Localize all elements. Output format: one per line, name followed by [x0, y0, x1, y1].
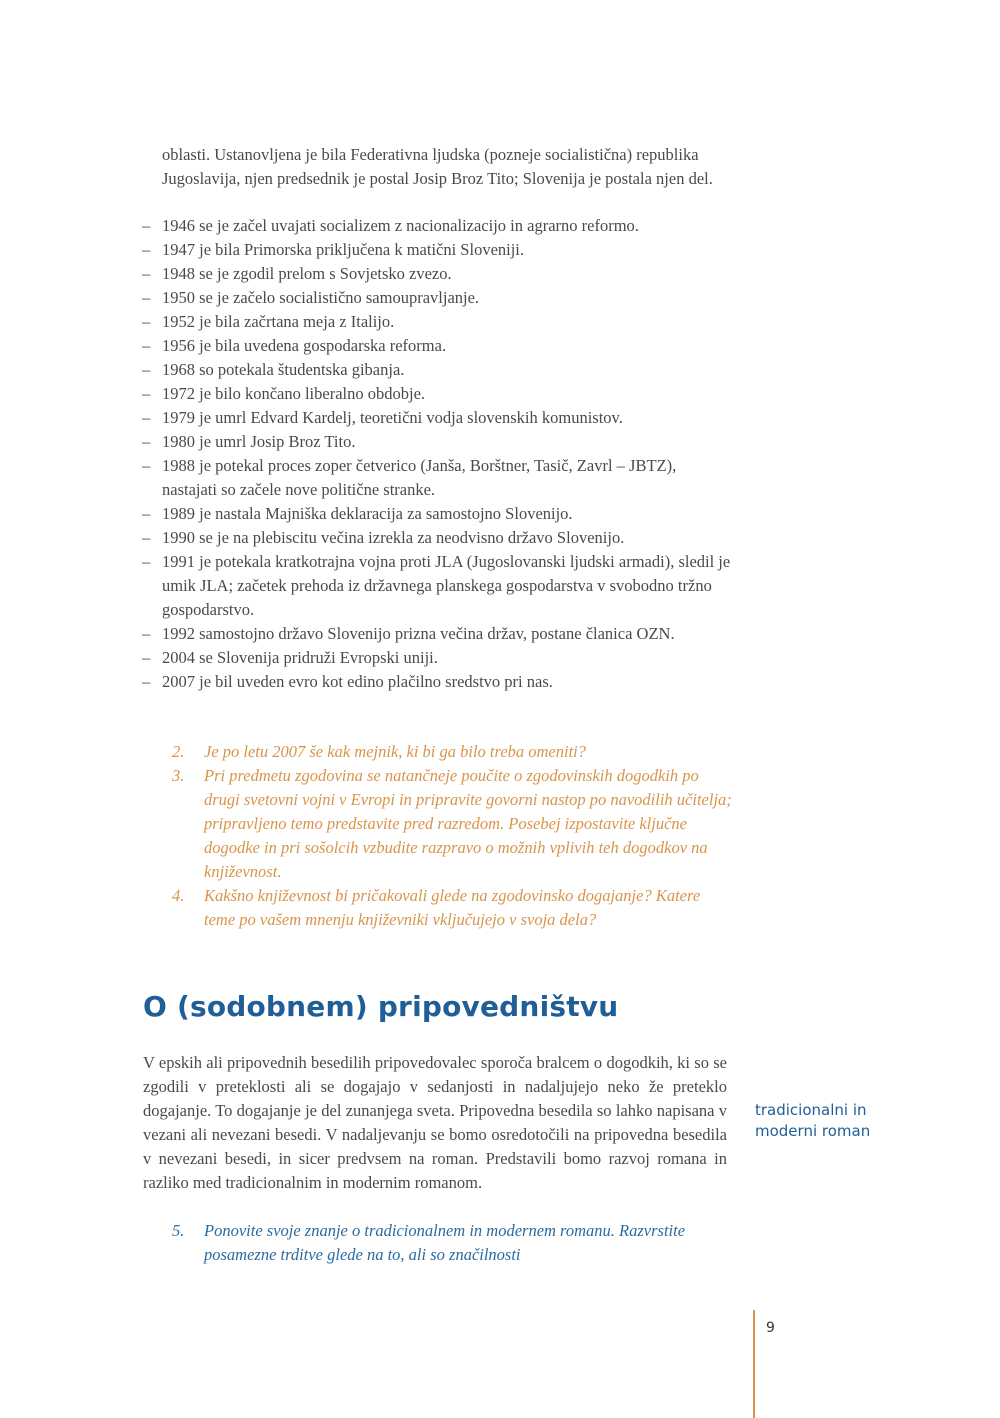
timeline-item-text: 1956 je bila uvedena gospodarska reforma. — [162, 336, 447, 355]
timeline-item-text: 1991 je potekala kratkotrajna vojna proti JLA (Jugoslovanski ljudski armadi), sledil je umik JLA; začetek prehoda iz državnega planskega gospodarstva v svobodno tržno gospodarstvo. — [162, 552, 731, 619]
timeline-item — [142, 670, 732, 694]
timeline-item — [142, 310, 732, 334]
timeline-item — [142, 214, 732, 238]
timeline-item — [142, 550, 732, 622]
margin-note-line: tradicionalni in — [755, 1101, 867, 1119]
dash-bullet: – — [142, 336, 151, 355]
dash-bullet: – — [142, 648, 151, 667]
timeline-item — [142, 238, 732, 262]
dash-bullet: – — [142, 624, 151, 643]
exercise-question — [172, 884, 732, 932]
timeline-item — [142, 430, 732, 454]
timeline-item-text: 1989 je nastala Majniška deklaracija za samostojno Slovenijo. — [162, 504, 573, 523]
timeline-item-text: 1947 je bila Primorska priključena k matični Sloveniji. — [162, 240, 525, 259]
dash-bullet: – — [142, 552, 151, 571]
timeline-item-text: 2004 se Slovenija pridruži Evropski uniji. — [162, 648, 438, 667]
question-number: 4. — [172, 886, 185, 905]
timeline-item — [142, 526, 732, 550]
timeline-item-text: 1988 je potekal proces zoper četverico (Janša, Borštner, Tasič, Zavrl – JBTZ), nastajati so začele nove politične stranke. — [162, 456, 677, 499]
timeline-item — [142, 358, 732, 382]
timeline-item-text: 1946 se je začel uvajati socializem z nacionalizacijo in agrarno reformo. — [162, 216, 639, 235]
timeline-item-text: 1950 se je začelo socialistično samoupravljanje. — [162, 288, 480, 307]
question-text: Je po letu 2007 še kak mejnik, ki bi ga bilo treba omeniti? — [204, 742, 587, 761]
margin-note — [755, 1100, 905, 1142]
timeline-item — [142, 622, 732, 646]
exercise-question — [172, 1219, 732, 1267]
timeline-item — [142, 454, 732, 502]
timeline-item — [142, 334, 732, 358]
section-paragraph: V epskih ali pripovednih besedilih pripovedovalec sporoča bralcem o dogodkih, ki so se zgodili v preteklosti ali se dogajajo v sedanjosti in nadaljujejo neko že preteklo dogajanje. To dogajanje je del zunanjega sveta. Pripovedna besedila so lahko napisana v vezani ali nevezani besedi. V nadaljevanju se bomo osredotočili na pripovedna besedila v nevezani besedi, in sicer predvsem na roman. Predstavili bomo razvoj romana in razliko med tradicionalnim in modernim romanom. — [143, 1053, 727, 1192]
timeline-item-text: 1972 je bilo končano liberalno obdobje. — [162, 384, 426, 403]
dash-bullet: – — [142, 456, 151, 475]
timeline-item — [142, 406, 732, 430]
question-text: Ponovite svoje znanje o tradicionalnem in modernem romanu. Razvrstite posamezne trditve glede na to, ali so značilnosti — [204, 1221, 686, 1264]
timeline-item-text: 1968 so potekala študentska gibanja. — [162, 360, 405, 379]
question-number: 5. — [172, 1221, 185, 1240]
timeline-item-text: 1948 se je zgodil prelom s Sovjetsko zvezo. — [162, 264, 452, 283]
continuation-paragraph: oblasti. Ustanovljena je bila Federativna ljudska (pozneje socialistična) republika Jugoslavija, njen predsednik je postal Josip Broz Tito; Slovenija je postala njen del. — [162, 145, 713, 188]
dash-bullet: – — [142, 312, 151, 331]
dash-bullet: – — [142, 360, 151, 379]
exercise-question — [172, 740, 732, 764]
timeline-item-text: 1990 se je na plebiscitu večina izrekla za neodvisno državo Slovenijo. — [162, 528, 625, 547]
timeline-list — [142, 214, 732, 694]
dash-bullet: – — [142, 264, 151, 283]
timeline-item-text: 1992 samostojno državo Slovenijo prizna večina držav, postane članica OZN. — [162, 624, 675, 643]
question-number: 3. — [172, 766, 185, 785]
timeline-item — [142, 286, 732, 310]
timeline-item — [142, 646, 732, 670]
exercise-question-5 — [172, 1219, 732, 1267]
timeline-item-text: 1952 je bila začrtana meja z Italijo. — [162, 312, 395, 331]
dash-bullet: – — [142, 240, 151, 259]
question-number: 2. — [172, 742, 185, 761]
dash-bullet: – — [142, 672, 151, 691]
timeline-item-text: 1979 je umrl Edvard Kardelj, teoretični vodja slovenskih komunistov. — [162, 408, 623, 427]
section-title: O (sodobnem) pripovedništvu — [143, 990, 619, 1023]
page-number: 9 — [766, 1320, 775, 1336]
dash-bullet: – — [142, 408, 151, 427]
dash-bullet: – — [142, 384, 151, 403]
page-number-rule — [753, 1310, 755, 1418]
exercise-question — [172, 764, 732, 884]
dash-bullet: – — [142, 288, 151, 307]
timeline-item-text: 1980 je umrl Josip Broz Tito. — [162, 432, 356, 451]
dash-bullet: – — [142, 528, 151, 547]
dash-bullet: – — [142, 504, 151, 523]
exercise-questions — [172, 740, 732, 932]
timeline-item-text: 2007 je bil uveden evro kot edino plačilno sredstvo pri nas. — [162, 672, 553, 691]
timeline-item — [142, 262, 732, 286]
dash-bullet: – — [142, 432, 151, 451]
question-text: Pri predmetu zgodovina se natančneje poučite o zgodovinskih dogodkih po drugi svetovni vojni v Evropi in pripravite govorni nastop po navodilih učitelja; pripravljeno temo predstavite pred razredom. Posebej izpostavite ključne dogodke in pri sošolcih vzbudite razpravo o možnih vplivih teh dogodkov na književnost. — [204, 766, 732, 881]
timeline-item — [142, 382, 732, 406]
margin-note-line: moderni roman — [755, 1122, 871, 1140]
question-text: Kakšno književnost bi pričakovali glede na zgodovinsko dogajanje? Katere teme po vašem mnenju književniki vključujejo v svoja dela? — [204, 886, 701, 929]
timeline-item — [142, 502, 732, 526]
dash-bullet: – — [142, 216, 151, 235]
